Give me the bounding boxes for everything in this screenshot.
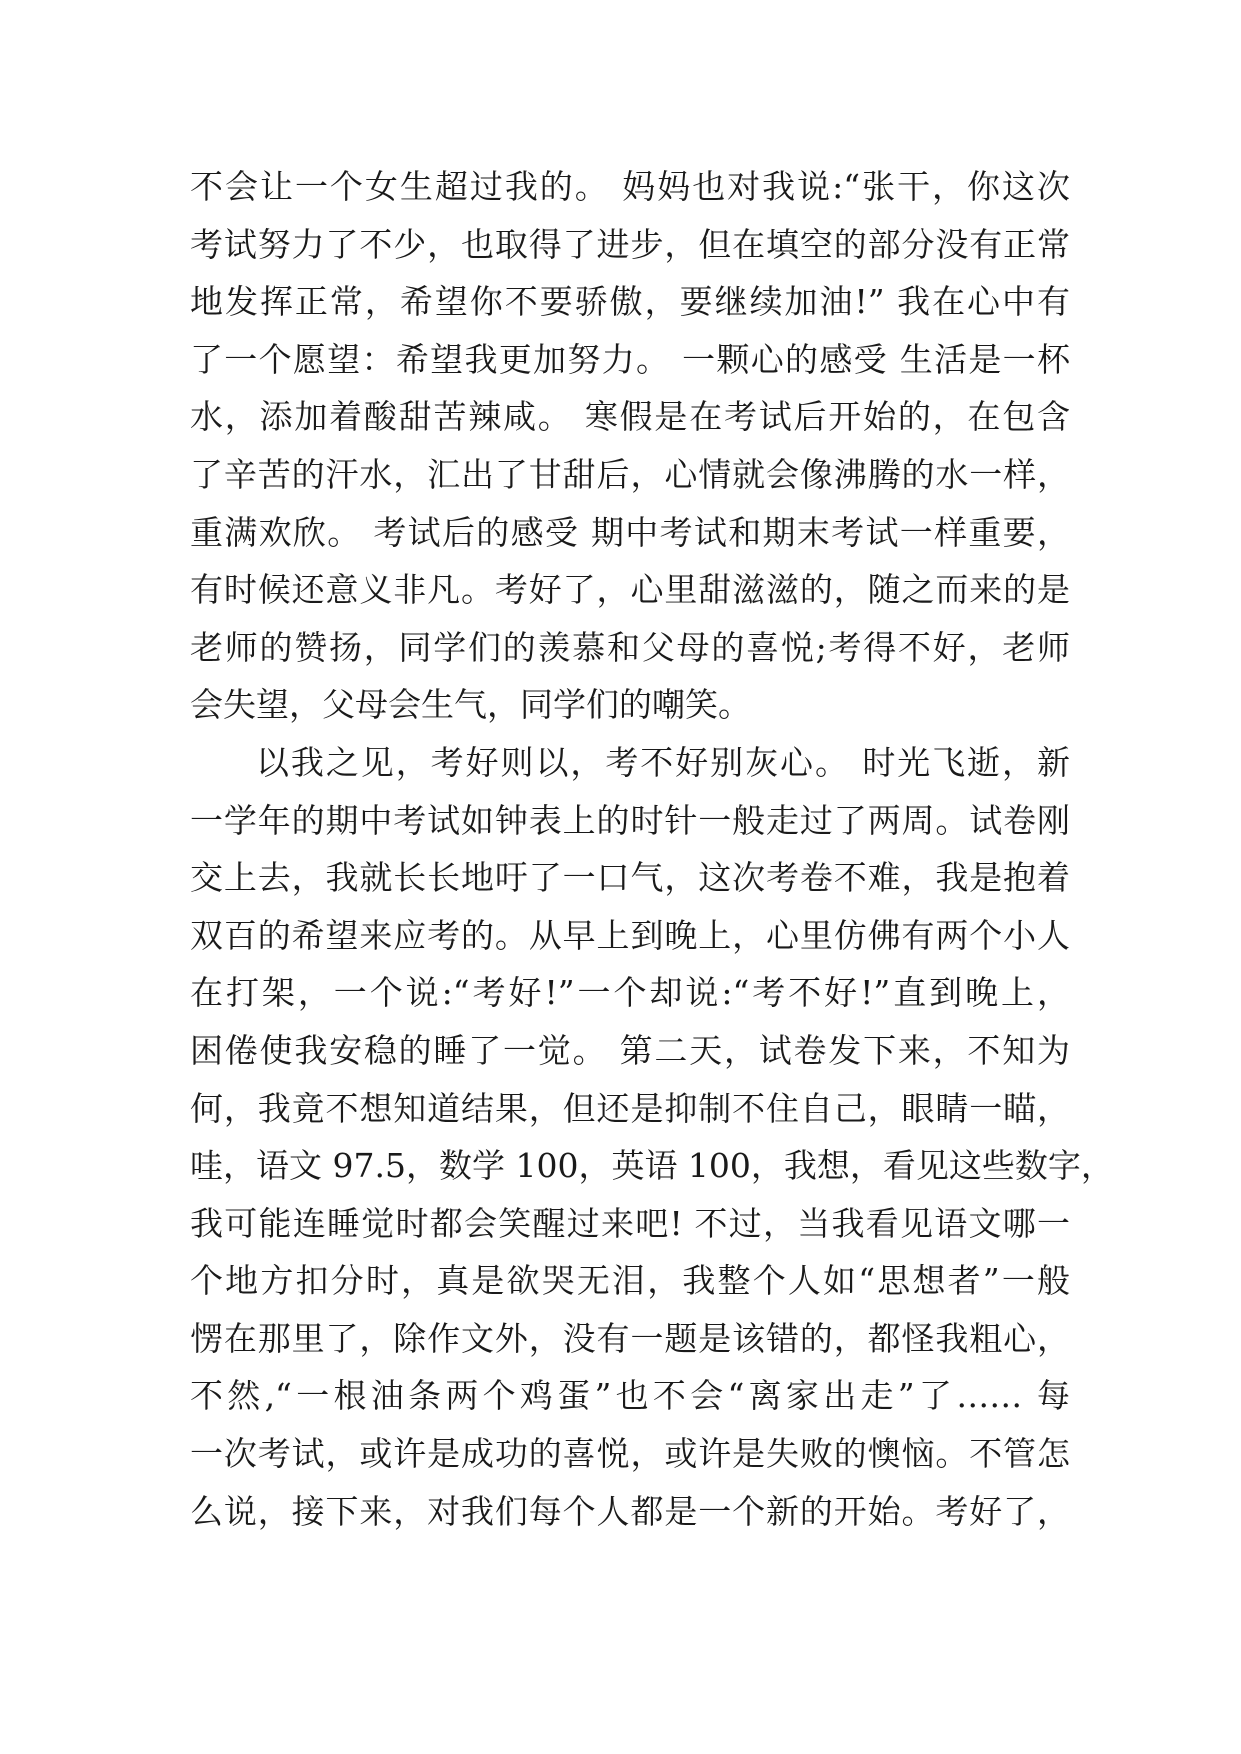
text-line: 愣在那里了，除作文外，没有一题是该错的，都怪我粗心， xyxy=(190,1318,1070,1358)
text-line: 老师的赞扬，同学们的羡慕和父母的喜悦;考得不好，老师 xyxy=(190,627,1070,667)
text-line: 考试努力了不少，也取得了进步，但在填空的部分没有正常 xyxy=(190,224,1070,264)
text-line: 一学年的期中考试如钟表上的时针一般走过了两周。试卷刚 xyxy=(190,800,1070,840)
text-line: 双百的希望来应考的。从早上到晚上，心里仿佛有两个小人 xyxy=(190,915,1070,955)
paragraph-1 xyxy=(190,158,1070,734)
text-line: 有时候还意义非凡。考好了，心里甜滋滋的，随之而来的是 xyxy=(190,570,1070,610)
text-line: 了一个愿望：希望我更加努力。 一颗心的感受 生活是一杯 xyxy=(190,339,1070,379)
text-line: 地发挥正常，希望你不要骄傲，要继续加油!” 我在心中有 xyxy=(190,282,1070,322)
text-line: 哇，语文 97.5，数学 100，英语 100，我想，看见这些数字， xyxy=(190,1146,1114,1186)
text-line: 会失望，父母会生气，同学们的嘲笑。 xyxy=(190,685,751,725)
text-line: 了辛苦的汗水，汇出了甘甜后，心情就会像沸腾的水一样， xyxy=(190,454,1070,494)
text-line: 我可能连睡觉时都会笑醒过来吧! 不过，当我看见语文哪一 xyxy=(190,1203,1070,1243)
text-line: 何，我竟不想知道结果，但还是抑制不住自己，眼睛一瞄， xyxy=(190,1088,1070,1128)
body-text xyxy=(190,158,1114,1540)
text-line: 水，添加着酸甜苦辣咸。 寒假是在考试后开始的，在包含 xyxy=(190,397,1070,437)
text-line: 在打架，一个说:“考好!”一个却说:“考不好!”直到晚上， xyxy=(190,973,1070,1013)
text-line: 困倦使我安稳的睡了一觉。 第二天，试卷发下来，不知为 xyxy=(190,1030,1070,1070)
paragraph-2 xyxy=(190,734,1114,1540)
text-line: 一次考试，或许是成功的喜悦，或许是失败的懊恼。不管怎 xyxy=(190,1434,1070,1474)
text-line: 交上去，我就长长地吁了一口气，这次考卷不难，我是抱着 xyxy=(190,858,1070,898)
text-line: 不然,“一根油条两个鸡蛋”也不会“离家出走”了…… 每 xyxy=(190,1376,1070,1416)
text-line: 不会让一个女生超过我的。 妈妈也对我说:“张干，你这次 xyxy=(190,167,1070,206)
text-line: 重满欢欣。 考试后的感受 期中考试和期末考试一样重要， xyxy=(190,512,1070,552)
text-line: 个地方扣分时，真是欲哭无泪，我整个人如“思想者”一般 xyxy=(190,1261,1070,1301)
text-line: 么说，接下来，对我们每个人都是一个新的开始。考好了， xyxy=(190,1491,1070,1531)
text-line: 以我之见，考好则以，考不好别灰心。 时光飞逝，新 xyxy=(256,742,1070,782)
